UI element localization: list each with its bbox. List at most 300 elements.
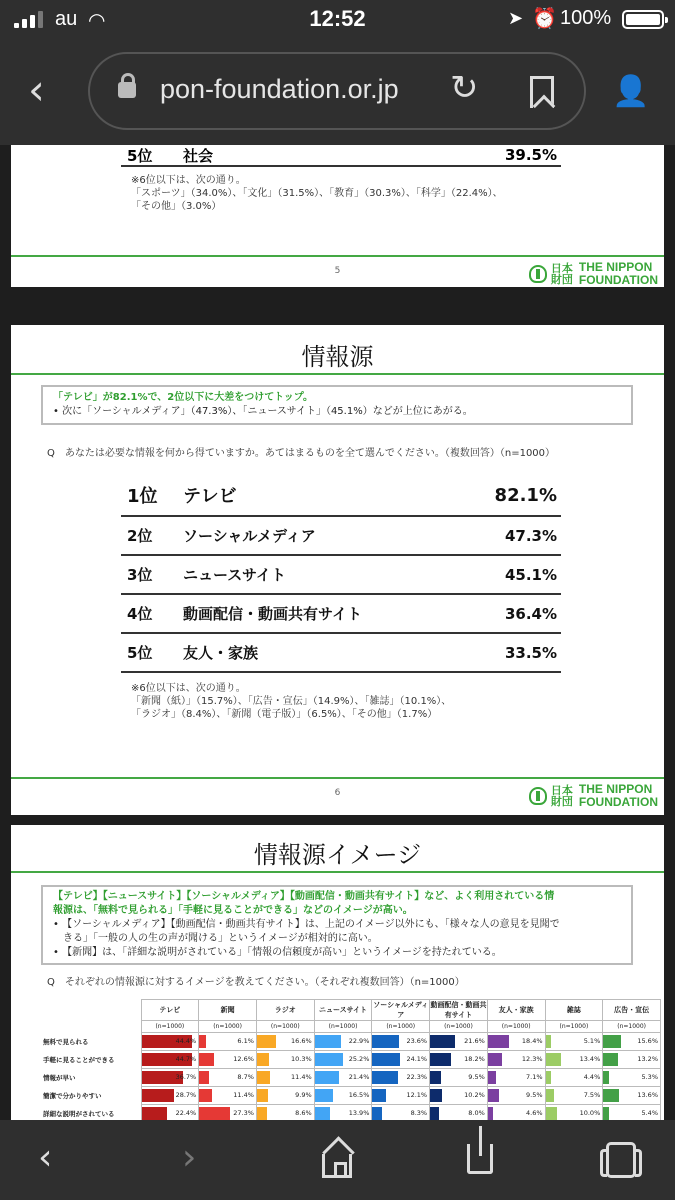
column-header: 新聞 [199, 1000, 257, 1021]
rank-number: 4位 [127, 605, 153, 623]
value-bar [430, 1071, 441, 1084]
value-bar [257, 1053, 269, 1066]
cell-inner [603, 1051, 660, 1068]
data-cell [141, 1069, 199, 1087]
data-cell [199, 1105, 257, 1121]
value-label: 15.6% [637, 1037, 658, 1045]
rank-value: 36.4% [504, 604, 557, 623]
cell-inner [603, 1105, 660, 1120]
value-label: 11.4% [233, 1091, 254, 1099]
value-bar [372, 1053, 399, 1066]
cell-inner [372, 1105, 429, 1120]
status-time: 12:52 [309, 6, 366, 31]
column-header: 雑誌 [545, 1000, 603, 1021]
summary-box [41, 885, 633, 965]
rank-row-5 [121, 634, 561, 673]
data-cell [487, 1105, 545, 1121]
data-cell [314, 1051, 372, 1069]
column-n: (n=1000) [199, 1021, 257, 1033]
value-bar [257, 1089, 268, 1102]
value-bar [546, 1071, 551, 1084]
data-cell [430, 1033, 488, 1051]
value-bar [199, 1035, 206, 1048]
voice-reader-icon[interactable]: 👤 [612, 74, 650, 109]
forward-icon[interactable]: › [182, 1137, 197, 1178]
value-label: 44.7% [175, 1055, 197, 1063]
page-number: 6 [334, 788, 341, 798]
bookmark-icon[interactable] [530, 76, 554, 108]
value-bar [430, 1035, 455, 1048]
column-header: ソーシャルメディア [373, 1001, 429, 1019]
value-label: 7.1% [526, 1073, 543, 1081]
value-bar [488, 1089, 499, 1102]
cell-inner [488, 1033, 545, 1050]
value-label: 36.7% [175, 1073, 197, 1081]
cell-inner [199, 1051, 256, 1068]
logo-jp: 日本 財団 [550, 784, 573, 808]
value-label: 11.4% [291, 1073, 312, 1081]
value-bar [142, 1089, 175, 1102]
value-label: 13.9% [348, 1109, 370, 1117]
nippon-foundation-logo [529, 261, 658, 287]
data-cell [141, 1105, 199, 1121]
value-label: 12.3% [521, 1055, 543, 1063]
share-icon[interactable] [467, 1144, 493, 1174]
value-label: 12.1% [406, 1091, 428, 1099]
rank-number: 3位 [127, 566, 153, 584]
logo-en-line2: FOUNDATION [578, 795, 658, 809]
cell-inner [257, 1033, 314, 1050]
cell-inner [488, 1105, 545, 1120]
slide-5 [11, 145, 664, 287]
row-label: 簡潔で分かりやすい [43, 1092, 102, 1100]
data-cell [372, 1105, 430, 1121]
slide-title: 情報源イメージ [253, 841, 422, 869]
value-label: 13.6% [637, 1091, 658, 1099]
slide-6 [11, 325, 664, 815]
summary-headline: 報源は、「無料で見られる」「手軽に見ることができる」などのイメージが高い。 [53, 905, 413, 916]
table-row [41, 1105, 661, 1121]
value-bar [603, 1071, 609, 1084]
page-number: 5 [334, 266, 341, 276]
ranking-table [121, 475, 561, 673]
cell-inner [142, 1087, 199, 1104]
value-label: 8.7% [237, 1073, 254, 1081]
rank-value: 39.5% [504, 146, 557, 164]
data-cell [256, 1105, 314, 1121]
value-label: 27.3% [233, 1109, 254, 1117]
data-cell [372, 1051, 430, 1069]
data-cell [430, 1069, 488, 1087]
data-cell [199, 1087, 257, 1105]
column-n: (n=1000) [372, 1021, 430, 1033]
data-cell [199, 1069, 257, 1087]
value-label: 9.9% [295, 1091, 312, 1099]
rank-row-1 [121, 475, 561, 517]
data-cell [487, 1087, 545, 1105]
question-text: Q それぞれの情報源に対するイメージを教えてください。（それぞれ複数回答）（n=1000） [47, 977, 465, 988]
cell-inner [488, 1069, 545, 1086]
row-label: 手軽に見ることができる [43, 1056, 115, 1064]
value-bar [430, 1053, 451, 1066]
slide5-note [131, 174, 503, 213]
value-label: 4.4% [583, 1073, 601, 1081]
column-n: (n=1000) [256, 1021, 314, 1033]
value-bar [603, 1053, 618, 1066]
value-label: 22.4% [175, 1109, 197, 1117]
data-cell [487, 1033, 545, 1051]
value-bar [142, 1107, 167, 1120]
row-label: 無料で見られる [43, 1038, 89, 1046]
rank-value: 45.1% [504, 565, 557, 584]
cell-inner [546, 1033, 603, 1050]
column-n: (n=1000) [141, 1021, 199, 1033]
rank-name: 動画配信・動画共有サイト [183, 605, 362, 623]
page-content[interactable] [0, 145, 675, 1120]
value-label: 25.2% [348, 1055, 370, 1063]
rank-name: ソーシャルメディア [183, 527, 316, 545]
data-cell [545, 1087, 603, 1105]
value-bar [603, 1107, 609, 1120]
question-text: Q あなたは必要な情報を何から得ていますか。あてはまるものを全て選んでください。（複数回答）（n=1000） [47, 448, 556, 459]
value-bar [430, 1089, 442, 1102]
summary-headline: 「テレビ」が82.1%で、2位以下に大差をつけてトップ。 [53, 392, 313, 403]
logo-mark-icon [529, 787, 547, 805]
data-cell [430, 1087, 488, 1105]
rank-value: 47.3% [504, 526, 557, 545]
rank-number: 2位 [127, 527, 153, 545]
cell-inner [142, 1051, 199, 1068]
logo-en [579, 261, 658, 287]
value-bar [603, 1089, 618, 1102]
value-label: 10.3% [291, 1055, 312, 1063]
slide6-note [131, 682, 451, 721]
data-cell [372, 1087, 430, 1105]
cell-inner [142, 1069, 199, 1086]
data-cell [256, 1069, 314, 1087]
carrier-label: au [55, 8, 78, 30]
data-cell [256, 1033, 314, 1051]
nippon-foundation-logo [529, 783, 658, 809]
value-bar [372, 1035, 399, 1048]
column-header: ラジオ [256, 1000, 314, 1021]
cell-inner [430, 1087, 487, 1104]
data-cell [314, 1087, 372, 1105]
summary-box [41, 385, 633, 425]
note-line: 「スポーツ」（34.0%）、「文化」（31.5%）、「教育」（30.3%）、「科学」（22.4%）、 [131, 188, 503, 199]
value-bar [546, 1035, 552, 1048]
cell-inner [199, 1033, 256, 1050]
logo-mark-icon [529, 265, 547, 283]
cell-inner [199, 1069, 256, 1086]
value-label: 6.1% [237, 1037, 254, 1045]
tabs-icon[interactable] [606, 1142, 636, 1178]
value-bar [488, 1035, 509, 1048]
cell-inner [142, 1033, 199, 1050]
home-icon[interactable] [322, 1154, 352, 1178]
title-divider [11, 373, 664, 375]
cell-inner [546, 1105, 603, 1120]
cell-inner [315, 1105, 372, 1120]
summary-headline: 【テレビ】【ニュースサイト】【ソーシャルメディア】【動画配信・動画共有サイト】など、よく利用されている情 [53, 891, 555, 902]
value-label: 13.2% [637, 1055, 658, 1063]
value-label: 5.4% [641, 1109, 658, 1117]
value-label: 5.1% [583, 1037, 601, 1045]
rank-name: テレビ [183, 486, 237, 507]
table-row [41, 1087, 661, 1105]
slide-7 [11, 825, 664, 1120]
logo-jp: 日本 財団 [550, 262, 573, 286]
value-label: 8.3% [410, 1109, 428, 1117]
data-cell [545, 1033, 603, 1051]
table-n-row [41, 1021, 661, 1033]
cell-inner [488, 1051, 545, 1068]
column-header: ニュースサイト [314, 1000, 372, 1021]
cell-inner [546, 1087, 603, 1104]
data-cell [256, 1051, 314, 1069]
rank-row-2 [121, 517, 561, 556]
data-cell [603, 1033, 661, 1051]
value-label: 24.1% [406, 1055, 428, 1063]
table-row [41, 1051, 661, 1069]
data-cell [199, 1033, 257, 1051]
lock-icon [118, 82, 136, 98]
value-label: 21.4% [348, 1073, 370, 1081]
cell-inner [257, 1087, 314, 1104]
value-bar [488, 1071, 496, 1084]
table-corner [41, 1000, 141, 1021]
cell-inner [546, 1051, 603, 1068]
summary-bullet: • 【新聞】は、「詳細な説明がされている」「情報の信頼度が高い」というイメージを持たれている。 [53, 947, 502, 958]
data-cell [545, 1069, 603, 1087]
value-bar [488, 1107, 493, 1120]
value-bar [199, 1053, 213, 1066]
rank-name: ニュースサイト [183, 566, 286, 584]
value-bar [315, 1089, 334, 1102]
value-label: 13.4% [579, 1055, 601, 1063]
value-label: 18.4% [521, 1037, 543, 1045]
data-cell [199, 1051, 257, 1069]
rank-row-3 [121, 556, 561, 595]
rank-row-4 [121, 595, 561, 634]
value-bar [315, 1035, 341, 1048]
status-bar [0, 0, 675, 40]
data-cell [487, 1069, 545, 1087]
rank-number: 1位 [127, 486, 158, 507]
row-label: 情報が早い [43, 1074, 76, 1082]
value-bar [372, 1071, 397, 1084]
data-cell [141, 1087, 199, 1105]
rank-value: 33.5% [504, 643, 557, 662]
value-label: 21.6% [464, 1037, 485, 1045]
cell-inner [603, 1033, 660, 1050]
back-icon[interactable]: ‹ [38, 1137, 53, 1178]
column-n: (n=1000) [603, 1021, 661, 1033]
battery-icon [622, 10, 664, 29]
data-cell [314, 1069, 372, 1087]
value-label: 10.2% [464, 1091, 485, 1099]
title-divider [11, 871, 664, 873]
data-cell [256, 1087, 314, 1105]
value-bar [372, 1107, 381, 1120]
cell-inner [315, 1051, 372, 1068]
cell-inner [142, 1105, 199, 1120]
value-label: 23.6% [406, 1037, 428, 1045]
data-cell [603, 1051, 661, 1069]
cell-inner [315, 1069, 372, 1086]
cell-inner [315, 1033, 372, 1050]
column-n: (n=1000) [545, 1021, 603, 1033]
table-corner [41, 1021, 141, 1033]
cell-inner [603, 1069, 660, 1086]
value-label: 10.0% [579, 1109, 601, 1117]
cell-inner [546, 1069, 603, 1086]
rank-name: 社会 [183, 146, 214, 165]
location-icon: ➤ [508, 8, 524, 28]
rank-number: 5位 [127, 644, 153, 662]
data-cell [430, 1105, 488, 1121]
value-bar [603, 1035, 621, 1048]
column-n: (n=1000) [487, 1021, 545, 1033]
cell-inner [257, 1069, 314, 1086]
note-line: ※6位以下は、次の通り。 [131, 683, 246, 694]
note-line: 「ラジオ」（8.4%）、「新聞（電子版）」（6.5%）、「その他」（1.7%） [131, 709, 438, 720]
logo-en-line1: THE NIPPON [578, 782, 653, 796]
data-cell [545, 1105, 603, 1121]
value-bar [546, 1089, 555, 1102]
column-header: 友人・家族 [487, 1000, 545, 1021]
summary-bullet: • 【ソーシャルメディア】【動画配信・動画共有サイト】は、上記のイメージ以外にも、「様々な人の意見を見聞で [53, 919, 560, 930]
data-cell [141, 1051, 199, 1069]
value-label: 22.9% [348, 1037, 370, 1045]
cell-inner [199, 1105, 256, 1120]
reload-icon[interactable]: ↻ [450, 68, 479, 108]
data-cell [603, 1087, 661, 1105]
cell-inner [372, 1087, 429, 1104]
back-chevron-icon[interactable]: ‹ [28, 65, 45, 114]
value-bar [488, 1053, 502, 1066]
summary-bullet: きる」「一般の人の生の声が聞ける」というイメージが相対的に高い。 [53, 933, 378, 944]
cell-inner [430, 1105, 487, 1120]
value-label: 16.6% [291, 1037, 312, 1045]
value-label: 9.5% [468, 1073, 485, 1081]
value-label: 22.3% [406, 1073, 428, 1081]
value-label: 8.0% [468, 1109, 485, 1117]
value-bar [430, 1107, 439, 1120]
url-text[interactable]: pon-foundation.or.jp [160, 74, 399, 104]
image-table [41, 999, 661, 1120]
table-body [41, 1033, 661, 1121]
note-line: ※6位以下は、次の通り。 [131, 175, 246, 186]
data-cell [430, 1051, 488, 1069]
logo-en [579, 783, 658, 809]
cell-inner [257, 1051, 314, 1068]
value-bar [199, 1107, 230, 1120]
cell-inner [430, 1051, 487, 1068]
column-header: テレビ [141, 1000, 199, 1021]
rank-value: 82.1% [494, 484, 557, 506]
value-label: 5.3% [641, 1073, 658, 1081]
column-header: 動画配信・動画共有サイト [430, 1001, 487, 1019]
value-bar [372, 1089, 386, 1102]
data-cell [314, 1033, 372, 1051]
value-bar [257, 1107, 267, 1120]
logo-en-line2: FOUNDATION [578, 273, 658, 287]
value-label: 4.6% [526, 1109, 543, 1117]
value-label: 28.7% [175, 1091, 197, 1099]
column-n: (n=1000) [314, 1021, 372, 1033]
data-cell [141, 1033, 199, 1051]
value-bar [315, 1107, 331, 1120]
value-label: 9.5% [526, 1091, 543, 1099]
value-label: 8.6% [295, 1109, 312, 1117]
data-cell [603, 1105, 661, 1121]
data-cell [372, 1033, 430, 1051]
battery-percent: 100% [560, 7, 612, 29]
value-bar [199, 1089, 212, 1102]
cell-inner [372, 1033, 429, 1050]
logo-en-line1: THE NIPPON [578, 260, 653, 274]
data-cell [545, 1051, 603, 1069]
cell-inner [257, 1105, 314, 1120]
cell-inner [372, 1051, 429, 1068]
value-bar [315, 1071, 339, 1084]
alarm-icon: ⏰ [532, 8, 557, 30]
value-label: 7.5% [583, 1091, 601, 1099]
column-header: 広告・宣伝 [603, 1000, 661, 1021]
rank-name: 友人・家族 [183, 644, 259, 662]
cell-inner [603, 1087, 660, 1104]
cell-inner [488, 1087, 545, 1104]
footer-divider [11, 777, 664, 779]
value-label: 18.2% [464, 1055, 485, 1063]
value-bar [315, 1053, 344, 1066]
value-label: 12.6% [233, 1055, 254, 1063]
row-label: 詳細な説明がされている [43, 1110, 115, 1118]
data-cell [314, 1105, 372, 1121]
data-cell [372, 1069, 430, 1087]
value-label: 16.5% [348, 1091, 370, 1099]
data-cell [487, 1051, 545, 1069]
data-cell [603, 1069, 661, 1087]
value-label: 44.4% [175, 1037, 197, 1045]
browser-toolbar [0, 1120, 675, 1200]
cell-inner [372, 1069, 429, 1086]
cell-inner [315, 1087, 372, 1104]
note-line: 「その他」（3.0%） [131, 201, 222, 212]
rank-number: 5位 [127, 146, 153, 165]
value-bar [257, 1035, 276, 1048]
table-header-row [41, 1000, 661, 1021]
value-bar [199, 1071, 209, 1084]
slide-title: 情報源 [301, 343, 374, 371]
cell-inner [430, 1033, 487, 1050]
table-row [41, 1033, 661, 1051]
value-bar [257, 1071, 270, 1084]
table-row [41, 1069, 661, 1087]
value-bar [546, 1053, 561, 1066]
note-line: 「新聞（紙）」（15.7%）、「広告・宣伝」（14.9%）、「雑誌」（10.1%）、 [131, 696, 452, 707]
wifi-icon: ◠ [88, 10, 106, 32]
column-n: (n=1000) [430, 1021, 488, 1033]
cell-inner [430, 1069, 487, 1086]
value-bar [546, 1107, 557, 1120]
address-bar[interactable] [88, 52, 586, 130]
footer-divider [11, 255, 664, 257]
rank-row [121, 145, 561, 167]
cell-inner [199, 1087, 256, 1104]
summary-bullet: • 次に「ソーシャルメディア」（47.3%）、「ニュースサイト」（45.1%）などが上位にあがる。 [53, 406, 473, 417]
